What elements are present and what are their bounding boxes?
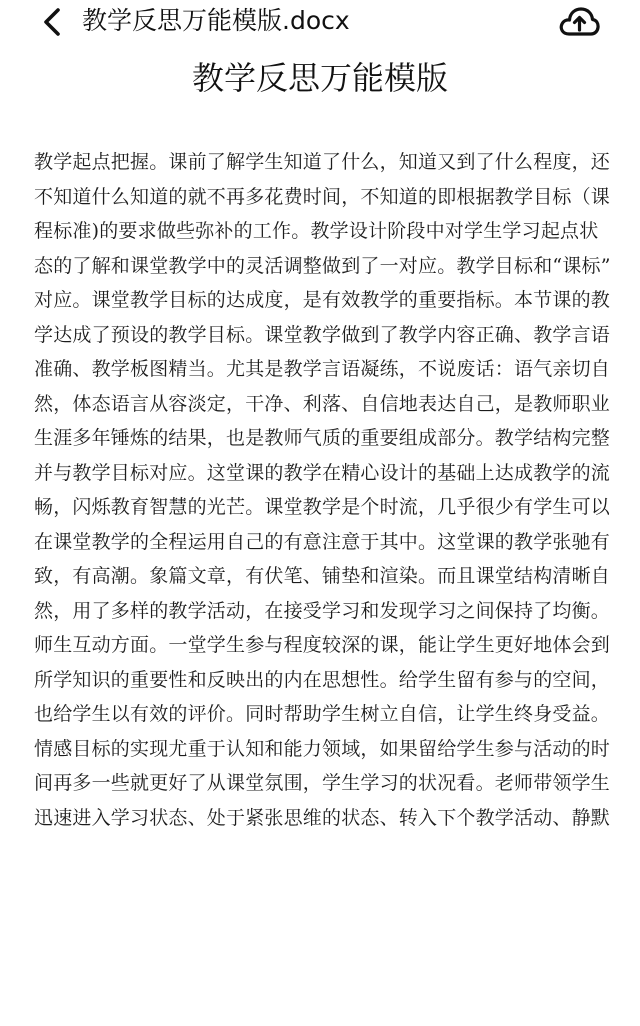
document-line: 情感目标的实现尤重于认知和能力领域，如果留给学生参与活动的时 [34,737,611,760]
document-line: 态的了解和课堂教学中的灵活调整做到了一对应。教学目标和“课标” [34,254,611,277]
document-line: 所学知识的重要性和反映出的内在思想性。给学生留有参与的空间， [34,668,611,691]
cloud-upload-icon [558,4,600,40]
document-line: 然，体态语言从容淡定，干净、利落、自信地表达自己，是教师职业 [34,392,611,415]
top-bar [0,0,640,44]
document-line: 畅，闪烁教育智慧的光芒。课堂教学是个时流，几乎很少有学生可以 [34,496,611,518]
document-line: 致，有高潮。象篇文章，有伏笔、铺垫和渲染。而且课堂结构清晰自 [34,565,611,587]
document-line: 生涯多年锤炼的结果，也是教师气质的重要组成部分。教学结构完整 [34,427,611,449]
document-line: 然，用了多样的教学活动，在接受学习和发现学习之间保持了均衡。 [34,599,611,622]
document-line: 间再多一些就更好了从课堂氛围，学生学习的状况看。老师带领学生 [34,772,611,794]
document-line: 教学起点把握。课前了解学生知道了什么，知道又到了什么程度，还 [34,151,611,173]
document-line: 师生互动方面。一堂学生参与程度较深的课，能让学生更好地体会到 [34,634,611,656]
cloud-upload-button[interactable] [558,4,600,40]
document-line: 并与教学目标对应。这堂课的教学在精心设计的基础上达成教学的流 [34,461,611,484]
file-name: 教学反思万能模版.docx [82,6,350,35]
document-line: 对应。课堂教学目标的达成度，是有效教学的重要指标。本节课的教 [34,289,611,311]
document-line: 迅速进入学习状态、处于紧张思维的状态、转入下个教学活动、静默 [34,806,611,829]
chevron-left-icon [38,4,68,40]
document-line: 不知道什么知道的就不再多花费时间，不知道的即根据教学目标（课 [34,185,611,208]
document-body [34,145,624,835]
document-line: 程标准)的要求做些弥补的工作。教学设计阶段中对学生学习起点状 [34,220,599,242]
back-button[interactable] [38,4,68,40]
document-line: 在课堂教学的全程运用自己的有意注意于其中。这堂课的教学张驰有 [34,530,611,553]
document-line: 准确、教学板图精当。尤其是教学言语凝练，不说废话：语气亲切自 [34,358,611,380]
document-line: 学达成了预设的教学目标。课堂教学做到了教学内容正确、教学言语 [34,323,611,346]
document-line: 也给学生以有效的评价。同时帮助学生树立自信，让学生终身受益。 [34,703,611,725]
document-title: 教学反思万能模版 [191,59,448,97]
